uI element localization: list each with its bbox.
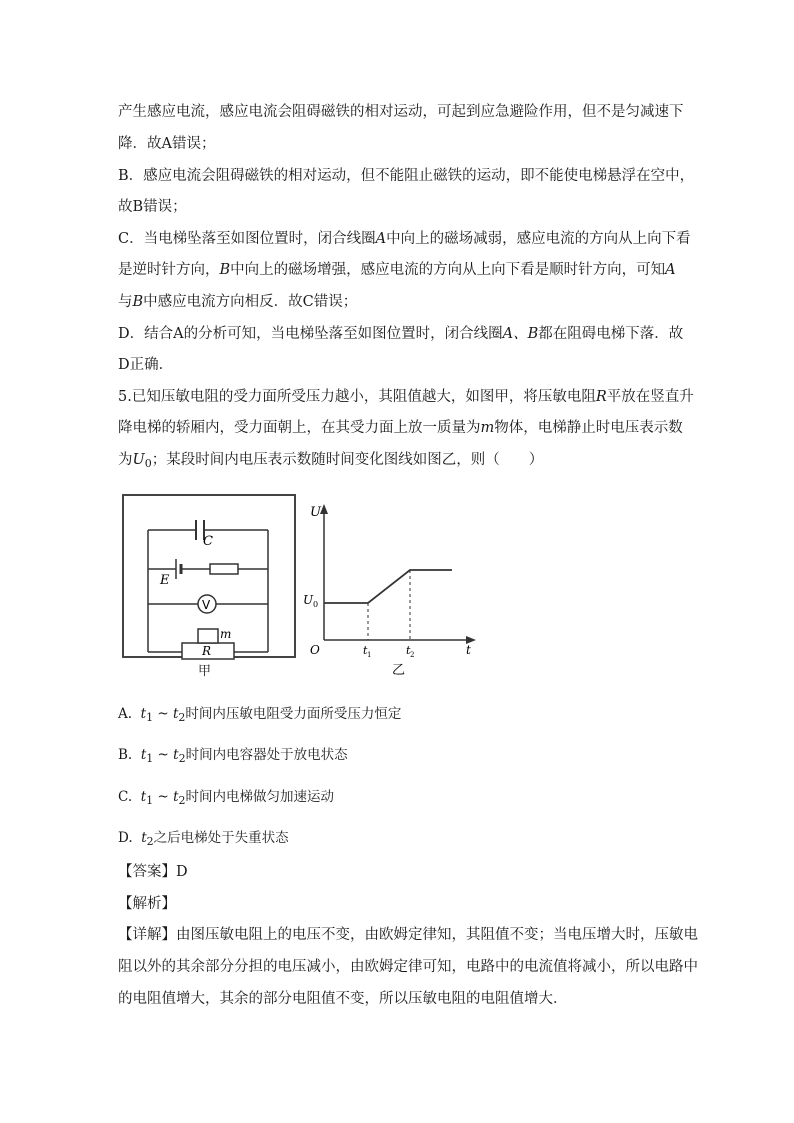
analysis-heading: 【解析】: [118, 896, 176, 912]
t2-label: t: [406, 644, 411, 657]
text-line-8: D．结合A的分析可知，当电梯坠落至如图位置时，闭合线圈A、B都在阻碍电梯下落．故: [118, 326, 684, 342]
circuit-diagram: [120, 492, 300, 662]
answer-line: 【答案】D: [118, 864, 188, 880]
y-axis-label: U: [310, 505, 321, 520]
text-line-2: 降．故A错误；: [118, 136, 216, 152]
option-c: C. $t_1$ ~ $t_2$时间内电梯做匀加速运动: [118, 789, 335, 807]
circuit-caption: 甲: [198, 664, 212, 679]
t1-label: t: [363, 644, 368, 657]
explanation-line-1: 【详解】由图压敏电阻上的电压不变，由欧姆定律知，其阻值不变；当电压增大时，压敏电: [118, 927, 698, 943]
t2-subscript: 2: [410, 651, 415, 659]
option-d: D. $t_2$之后电梯处于失重状态: [118, 830, 289, 848]
text-line-9: D正确．: [118, 357, 174, 373]
voltage-time-graph: [300, 500, 480, 678]
t1-subscript: 1: [367, 651, 372, 659]
text-line-3: B．感应电流会阻碍磁铁的相对运动，但不能阻止磁铁的运动，即不能使电梯悬浮在空中，: [118, 168, 695, 184]
question-line-3: 为$U_0$；某段时间内电压表示数随时间变化图线如图乙，则（ ）: [118, 452, 544, 470]
text-line-1: 产生感应电流，感应电流会阻碍磁铁的相对运动，可起到应急避险作用，但不是匀减速下: [118, 104, 684, 120]
question-line-2: 降电梯的轿厢内，受力面朝上，在其受力面上放一质量为m物体，电梯静止时电压表示数: [118, 420, 683, 436]
text-line-5: C．当电梯坠落至如图位置时，闭合线圈A中向上的磁场减弱，感应电流的方向从上向下看: [118, 231, 691, 247]
option-a: A. $t_1$ ~ $t_2$时间内压敏电阻受力面所受压力恒定: [118, 706, 402, 724]
u0-label: U: [303, 593, 314, 607]
resistor: [210, 564, 238, 574]
explanation-line-3: 的电阻值增大，其余的部分电阻值不变，所以压敏电阻的电阻值增大．: [118, 991, 568, 1007]
graph-caption: 乙: [392, 663, 406, 678]
origin-label: O: [310, 643, 320, 657]
battery-label: E: [160, 573, 170, 588]
pressure-resistor-label: R: [202, 644, 212, 658]
voltmeter-label: V: [202, 598, 211, 612]
voltage-curve: [324, 570, 452, 603]
explanation-line-2: 阻以外的其余部分分担的电压减小，由欧姆定律可知，电路中的电流值将减小，所以电路中: [118, 959, 698, 975]
u0-subscript: 0: [313, 600, 319, 609]
mass-label: m: [220, 627, 232, 641]
question-line-1: 5.已知压敏电阻的受力面所受压力越小，其阻值越大，如图甲，将压敏电阻R平放在竖直升: [118, 389, 694, 405]
text-line-7: 与B中感应电流方向相反．故C错误；: [118, 294, 358, 310]
capacitor-label: C: [203, 534, 213, 549]
mass-block: [198, 629, 218, 643]
text-line-4: 故B错误；: [118, 199, 187, 215]
x-axis-label: t: [466, 643, 471, 657]
option-b: B. $t_1$ ~ $t_2$时间内电容器处于放电状态: [118, 747, 348, 765]
y-axis-arrow: [320, 504, 328, 514]
text-line-6: 是逆时针方向，B中向上的磁场增强，感应电流的方向从上向下看是顺时针方向，可知A: [118, 262, 676, 278]
